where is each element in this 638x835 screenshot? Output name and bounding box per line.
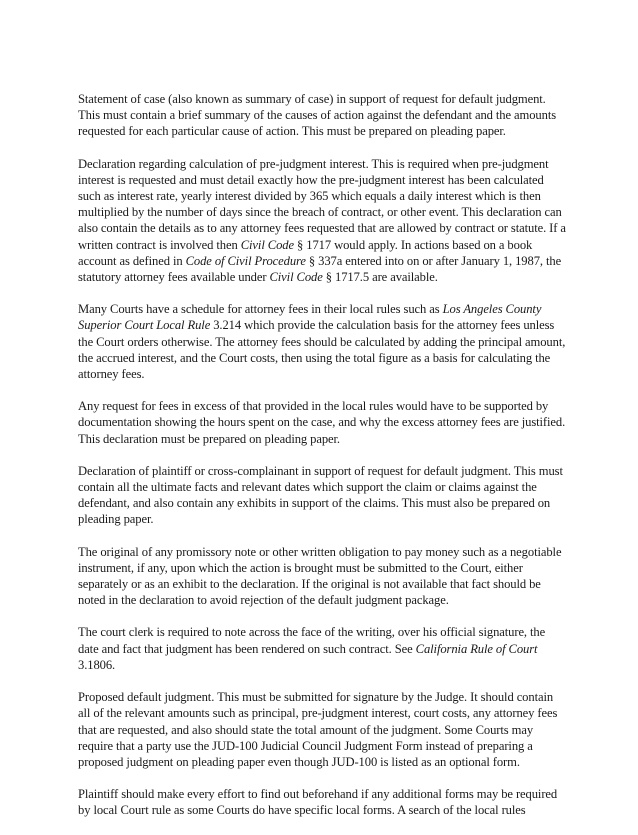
paragraph-text: § 1717.5 are available. [322,270,438,285]
paragraph-text: Plaintiff should make every effort to find out beforehand if any additional forms may be required by local Court rule as some Courts do have specific local forms. A search of the local rules [78,787,558,818]
paragraph-statement-of-case [78,91,566,140]
paragraph-text: Many Courts have a schedule for attorney fees in their local rules such as [78,302,443,317]
citation-text: Los Angeles County Superior Court Local Rule [78,302,542,333]
paragraph-local-forms [78,786,566,818]
paragraph-declaration-plaintiff [78,463,566,528]
paragraph-text: Proposed default judgment. This must be submitted for signature by the Judge. It should contain all of the relevant amounts such as principal, pre-judgment interest, court costs, any attorney fees that are requested, and also should state the total amount of the judgment. Some Courts may require that a party use the JUD-100 Judicial Council Judgment Form instead of preparing a proposed judgment on pleading paper even though JUD-100 is listed as an optional form. [78,690,558,769]
paragraph-proposed-judgment [78,689,566,770]
citation-text: Civil Code [269,270,323,285]
paragraph-excess-fees [78,398,566,447]
paragraph-text: Declaration regarding calculation of pre-judgment interest. This is required when pre-judgment interest is requested and must detail exactly how the pre-judgment interest has been calculated such as interest rate, yearly interest divided by 365 which equals a daily interest which is then multiplied by the number of days since the breach of contract, or other event. This declaration can also contain the details as to any attorney fees requested that are allowed by contract or statute. If a written contract is involved then [78,156,566,252]
paragraph-text: Any request for fees in excess of that provided in the local rules would have to be supported by documentation showing the hours spent on the case, and why the excess attorney fees are justified. This declaration must be prepared on pleading paper. [78,399,566,446]
citation-text: Civil Code [240,237,294,252]
paragraph-text: The original of any promissory note or other written obligation to pay money such as a negotiable instrument, if any, upon which the action is brought must be submitted to the Court, either separately or as an exhibit to the declaration. If the original is not available that fact should be noted in the declaration to avoid rejection of the default judgment package. [78,544,562,608]
paragraph-declaration-interest [78,156,566,286]
paragraph-text: § 1717 would apply. In actions based on a book account as defined in [78,237,533,268]
paragraph-text: Statement of case (also known as summary of case) in support of request for default judgment. This must contain a brief summary of the causes of action against the defendant and the amounts requested for each particular cause of action. This must be prepared on pleading paper. [78,92,557,139]
paragraph-text: § 337a entered into on or after January 1, 1987, the statutory attorney fees available under [78,253,562,285]
document-page [78,91,566,835]
paragraph-text: The court clerk is required to note across the face of the writing, over his official signature, the date and fact that judgment has been rendered on such contract. See [78,625,546,656]
paragraph-text: 3.214 which provide the calculation basis for the attorney fees unless the Court orders otherwise. The attorney fees should be calculated by adding the principal amount, the accrued interest, and the Court costs, then using the total figure as a basis for calculating the attorney fees. [78,318,566,382]
citation-text: Code of Civil Procedure [185,253,306,268]
paragraph-court-clerk [78,624,566,673]
paragraph-text: 3.1806. [78,657,116,672]
paragraph-text: Declaration of plaintiff or cross-complainant in support of request for default judgment. This must contain all the ultimate facts and relevant dates which support the claim or claims against the defendant, and also contain any exhibits in support of the claims. This must also be prepared on pleading paper. [78,463,563,527]
paragraph-attorney-fee-schedule [78,301,566,382]
citation-text: California Rule of Court [415,641,538,656]
paragraph-original-note [78,544,566,609]
